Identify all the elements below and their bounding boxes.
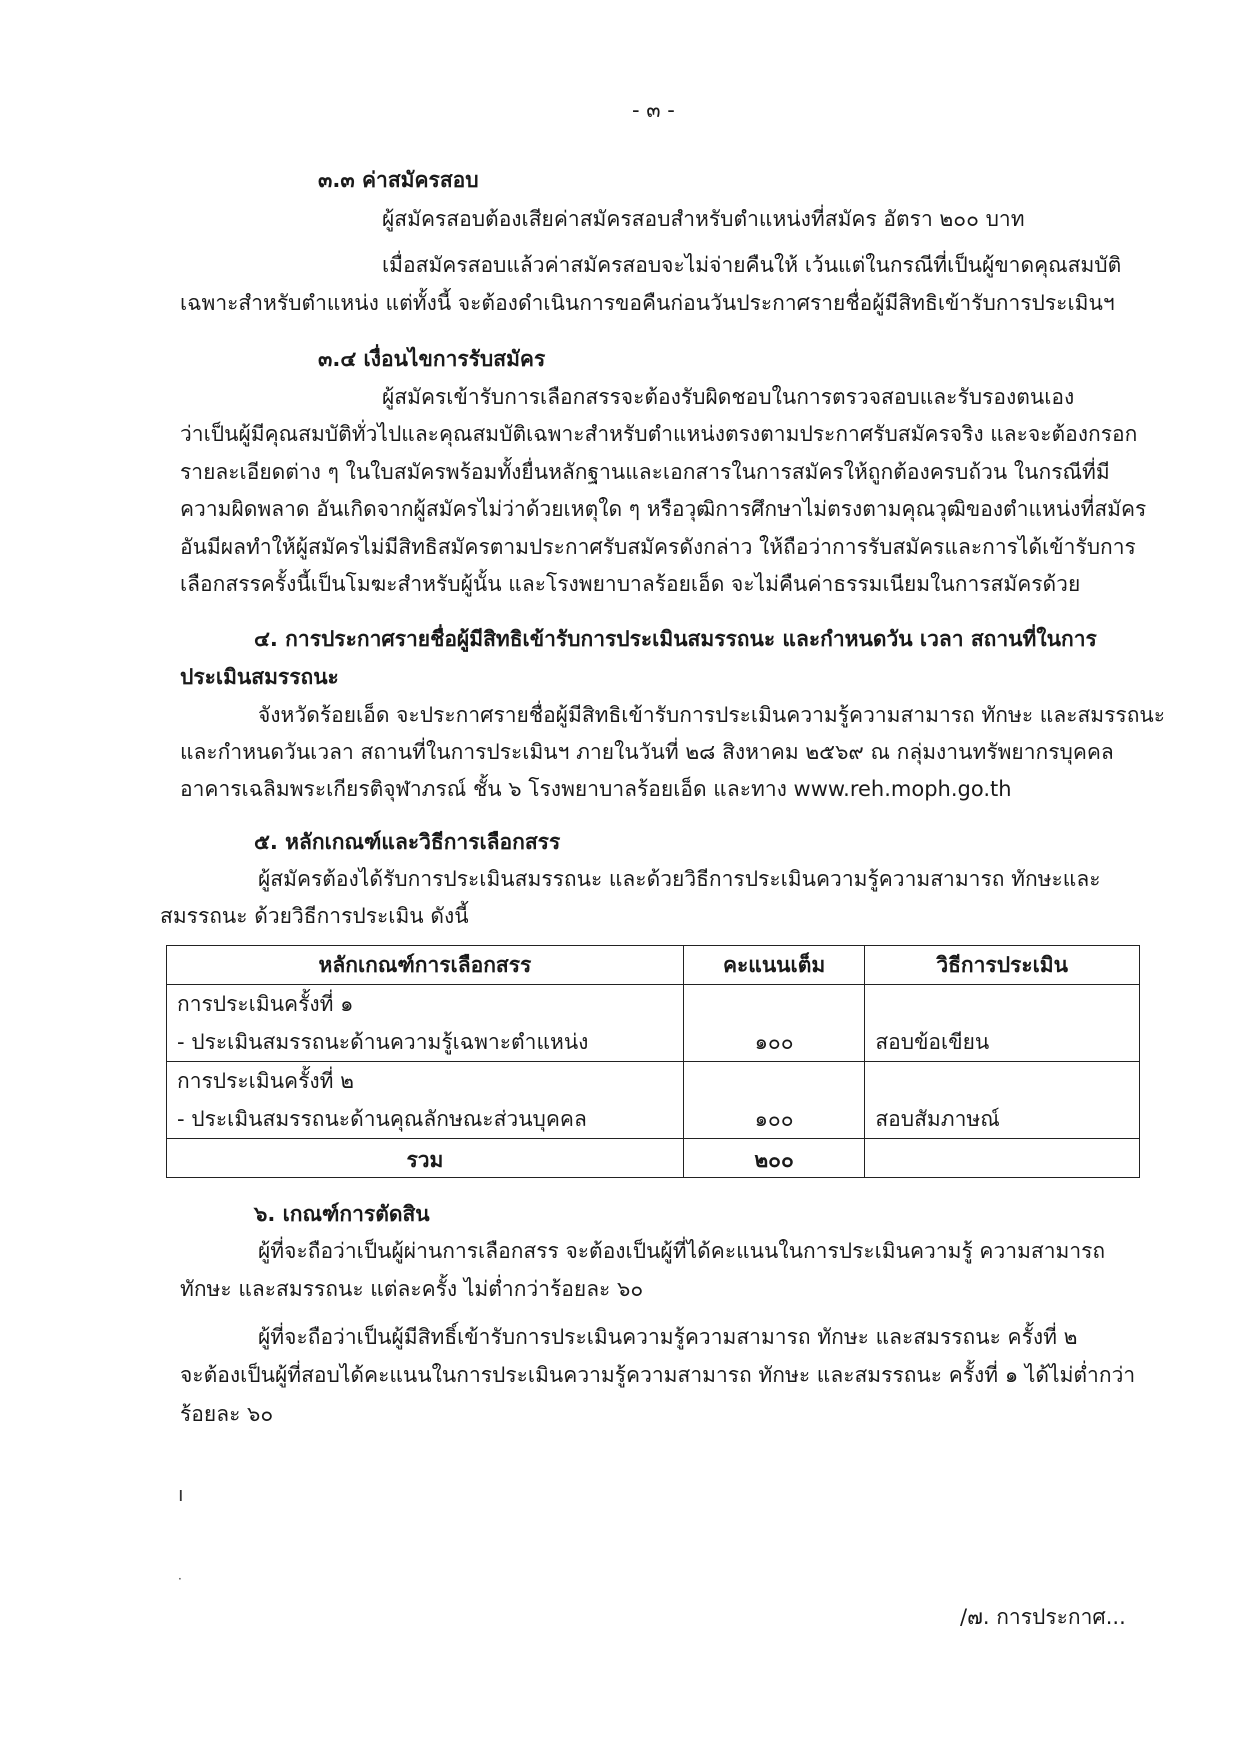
total-score: ๒๐๐ [683, 1139, 864, 1178]
section-5-line2: สมรรถนะ ด้วยวิธีการประเมิน ดังนี้ [160, 904, 469, 928]
total-method-empty [865, 1139, 1140, 1178]
row1-score: ๑๐๐ [683, 985, 864, 1062]
section-3-4-heading: ๓.๔ เงื่อนไขการรับสมัคร [318, 347, 546, 371]
table-row [167, 1062, 1140, 1139]
header-method: วิธีการประเมิน [865, 946, 1140, 985]
row1-method: สอบข้อเขียน [865, 985, 1140, 1062]
section-3-3-para2-line1: เมื่อสมัครสอบแล้วค่าสมัครสอบจะไม่จ่ายคืนให้ เว้นแต่ในกรณีที่เป็นผู้ขาดคุณสมบัติ [382, 253, 1122, 277]
section-3-3-para1: ผู้สมัครสอบต้องเสียค่าสมัครสอบสำหรับตำแหน่งที่สมัคร อัตรา ๒๐๐ บาท [382, 207, 1025, 231]
section-3-3-para2-line2: เฉพาะสำหรับตำแหน่ง แต่ทั้งนี้ จะต้องดำเนินการขอคืนก่อนวันประกาศรายชื่อผู้มีสิทธิเข้ารับการประเมินฯ [180, 291, 1115, 315]
continuation-text: /๗. การประกาศ... [960, 1605, 1126, 1629]
section-3-4-line6: เลือกสรรครั้งนี้เป็นโมฆะสำหรับผู้นั้น และโรงพยาบาลร้อยเอ็ด จะไม่คืนค่าธรรมเนียมในการสมัครด้วย [180, 572, 1081, 596]
row1-criteria-cell [167, 985, 684, 1062]
page-number: - ๓ - [632, 98, 675, 122]
section-3-4-line2: ว่าเป็นผู้มีคุณสมบัติทั่วไปและคุณสมบัติเฉพาะสำหรับตำแหน่งตรงตามประกาศรับสมัครจริง และจะต้องกรอก [180, 422, 1138, 446]
header-criteria: หลักเกณฑ์การเลือกสรร [167, 946, 684, 985]
section-6-para2-line2: จะต้องเป็นผู้ที่สอบได้คะแนนในการประเมินความรู้ความสามารถ ทักษะ และสมรรถนะ ครั้งที่ ๑ ได้ไม่ต่ำกว่า [180, 1363, 1136, 1387]
row1-item: - ประเมินสมรรถนะด้านความรู้เฉพาะตำแหน่ง [177, 1030, 589, 1054]
total-label: รวม [167, 1139, 684, 1178]
section-4-line2: และกำหนดวันเวลา สถานที่ในการประเมินฯ ภายในวันที่ ๒๘ สิงหาคม ๒๕๖๙ ณ กลุ่มงานทรัพยากรบุคคล [180, 740, 1114, 764]
section-6-para2-line1: ผู้ที่จะถือว่าเป็นผู้มีสิทธิ์เข้ารับการประเมินความรู้ความสามารถ ทักษะ และสมรรถนะ ครั้งที่ ๒ [258, 1325, 1078, 1349]
row2-title: การประเมินครั้งที่ ๒ [177, 1069, 354, 1093]
table-header-row [167, 946, 1140, 985]
scan-mark: · [178, 1572, 182, 1586]
section-4-heading-line2: ประเมินสมรรถนะ [180, 665, 339, 689]
table-total-row [167, 1139, 1140, 1178]
section-6-para1-line2: ทักษะ และสมรรถนะ แต่ละครั้ง ไม่ต่ำกว่าร้อยละ ๖๐ [180, 1277, 644, 1301]
section-4-line3: อาคารเฉลิมพระเกียรติจุฬาภรณ์ ชั้น ๖ โรงพยาบาลร้อยเอ็ด และทาง www.reh.moph.go.th [180, 777, 1012, 801]
section-3-4-line5: อันมีผลทำให้ผู้สมัครไม่มีสิทธิสมัครตามประกาศรับสมัครดังกล่าว ให้ถือว่าการรับสมัครและการได้เข้ารับการ [180, 535, 1136, 559]
row2-score: ๑๐๐ [683, 1062, 864, 1139]
header-full-score: คะแนนเต็ม [683, 946, 864, 985]
row2-method: สอบสัมภาษณ์ [865, 1062, 1140, 1139]
section-3-3-heading: ๓.๓ ค่าสมัครสอบ [318, 168, 479, 192]
section-4-line1: จังหวัดร้อยเอ็ด จะประกาศรายชื่อผู้มีสิทธิเข้ารับการประเมินความรู้ความสามารถ ทักษะ และสมรรถนะ [258, 703, 1166, 727]
section-3-4-line4: ความผิดพลาด อันเกิดจากผู้สมัครไม่ว่าด้วยเหตุใด ๆ หรือวุฒิการศึกษาไม่ตรงตามคุณวุฒิของตำแหน่งที่สมัคร [180, 497, 1147, 521]
section-3-4-line3: รายละเอียดต่าง ๆ ในใบสมัครพร้อมทั้งยื่นหลักฐานและเอกสารในการสมัครให้ถูกต้องครบถ้วน ในกรณีที่มี [180, 460, 1110, 484]
section-5-line1: ผู้สมัครต้องได้รับการประเมินสมรรถนะ และด้วยวิธีการประเมินความรู้ความสามารถ ทักษะและ [258, 867, 1101, 891]
section-6-heading: ๖. เกณฑ์การตัดสิน [254, 1202, 430, 1226]
section-4-heading-line1: ๔. การประกาศรายชื่อผู้มีสิทธิเข้ารับการประเมินสมรรถนะ และกำหนดวัน เวลา สถานที่ในการ [254, 627, 1097, 651]
section-5-heading: ๕. หลักเกณฑ์และวิธีการเลือกสรร [254, 830, 561, 854]
section-3-4-line1: ผู้สมัครเข้ารับการเลือกสรรจะต้องรับผิดชอบในการตรวจสอบและรับรองตนเอง [382, 385, 1075, 409]
row2-criteria-cell [167, 1062, 684, 1139]
section-6-para1-line1: ผู้ที่จะถือว่าเป็นผู้ผ่านการเลือกสรร จะต้องเป็นผู้ที่ได้คะแนนในการประเมินความรู้ ความสามารถ [258, 1239, 1106, 1263]
row2-item: - ประเมินสมรรถนะด้านคุณลักษณะส่วนบุคคล [177, 1107, 587, 1131]
table-row [167, 985, 1140, 1062]
row1-title: การประเมินครั้งที่ ๑ [177, 992, 354, 1016]
section-6-para2-line3: ร้อยละ ๖๐ [180, 1402, 274, 1426]
criteria-table [166, 945, 1140, 1178]
scan-mark: ı [178, 1482, 184, 1506]
